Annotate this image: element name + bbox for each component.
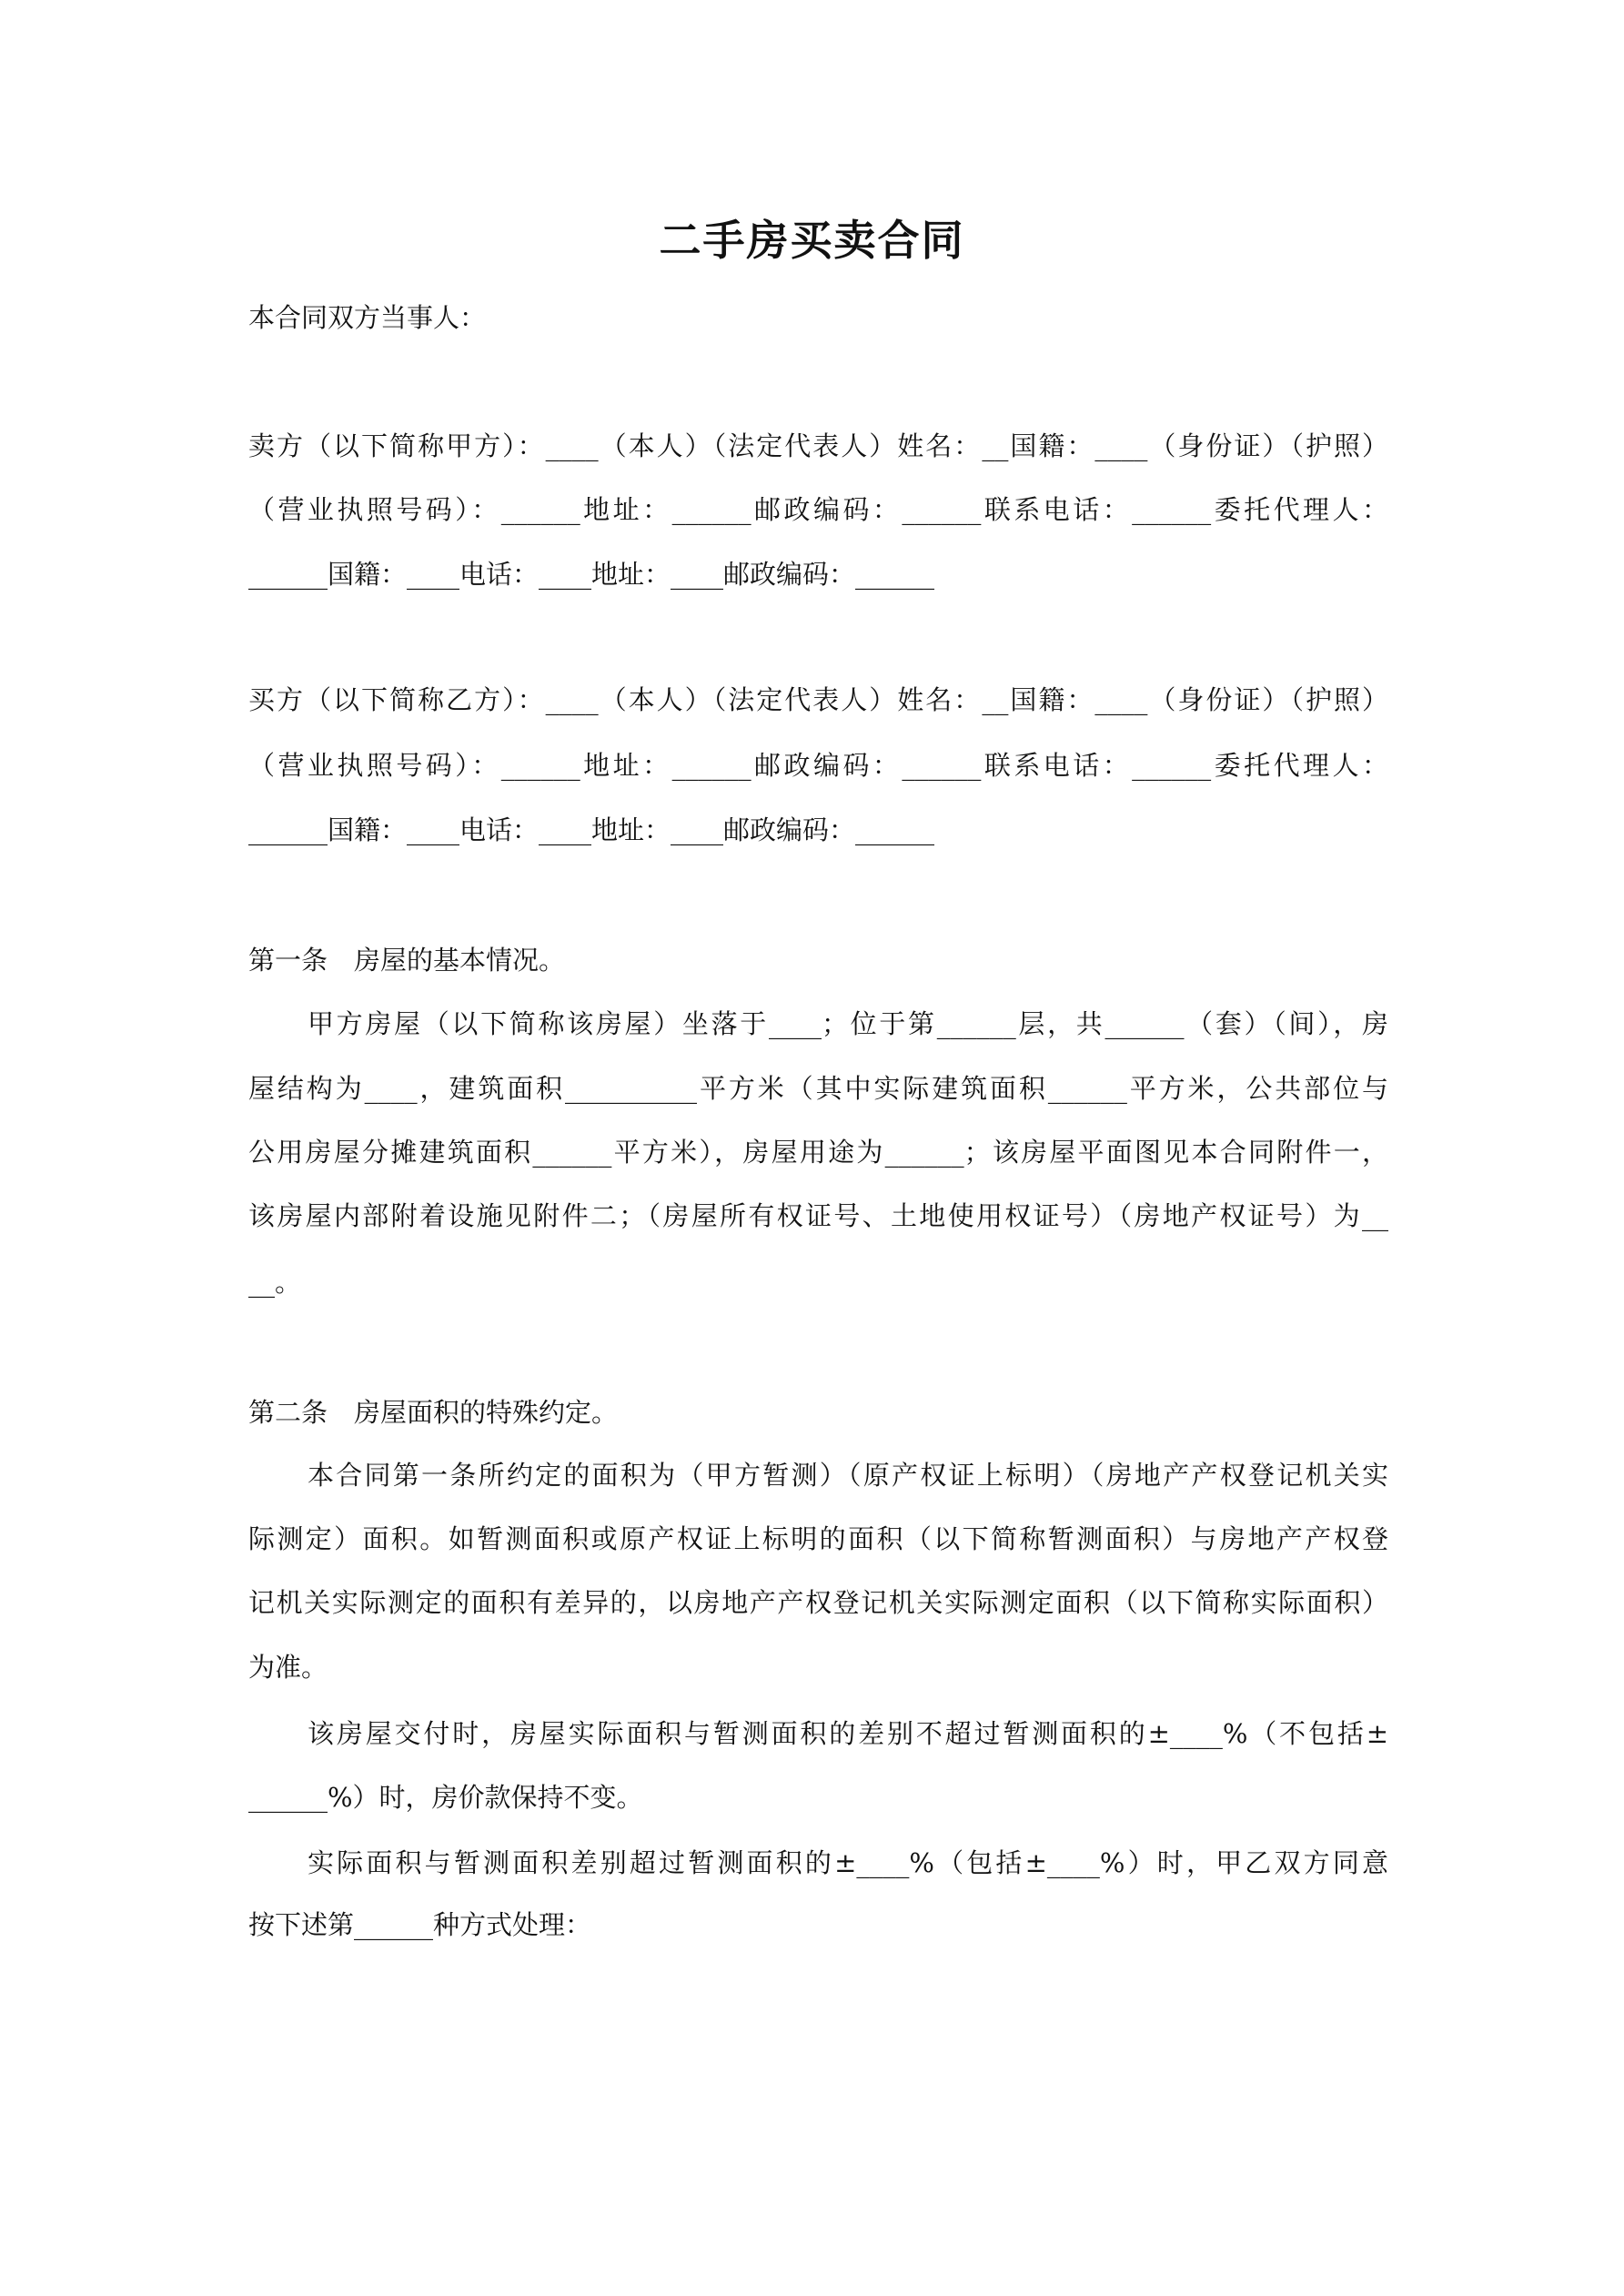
intro-line: 本合同双方当事人： xyxy=(248,302,487,333)
seller-line: ______国籍：____电话：____地址：____邮政编码：______ xyxy=(248,559,935,590)
article-line: 本合同第一条所约定的面积为（甲方暂测）（原产权证上标明）（房地产产权登记机关实 xyxy=(308,1460,1388,1491)
article-line: 记机关实际测定的面积有差异的，以房地产产权登记机关实际测定面积（以下简称实际面积） xyxy=(248,1587,1388,1618)
article-line: 屋结构为____，建筑面积__________平方米（其中实际建筑面积______平方米，公共部位与 xyxy=(248,1073,1388,1104)
article-line: __。 xyxy=(248,1267,302,1298)
article-line: 实际面积与暂测面积差别超过暂测面积的±____%（包括±____%）时，甲乙双方同意 xyxy=(308,1847,1388,1878)
document-title: 二手房买卖合同 xyxy=(659,216,965,265)
article-heading: 第一条 房屋的基本情况。 xyxy=(248,945,566,976)
article-line: 公用房屋分摊建筑面积______平方米），房屋用途为______；该房屋平面图见本合同附件一， xyxy=(248,1137,1388,1168)
buyer-line: 买方（以下简称乙方）：____（本人）（法定代表人）姓名：__国籍：____（身份证）（护照） xyxy=(248,684,1388,715)
seller-line: （营业执照号码）：______地址：______邮政编码：______联系电话：______委托代理人： xyxy=(248,494,1388,525)
article-line: 该房屋交付时，房屋实际面积与暂测面积的差别不超过暂测面积的±____%（不包括± xyxy=(308,1718,1388,1749)
seller-line: 卖方（以下简称甲方）：____（本人）（法定代表人）姓名：__国籍：____（身份证）（护照） xyxy=(248,430,1388,461)
article-line: 该房屋内部附着设施见附件二；（房屋所有权证号、土地使用权证号）（房地产权证号）为__ xyxy=(248,1200,1388,1231)
article-line: 按下述第______种方式处理： xyxy=(248,1909,592,1940)
article-heading: 第二条 房屋面积的特殊约定。 xyxy=(248,1397,619,1428)
buyer-line: ______国籍：____电话：____地址：____邮政编码：______ xyxy=(248,814,935,845)
article-line: 甲方房屋（以下简称该房屋）坐落于____；位于第______层，共______（套）（间），房 xyxy=(308,1008,1388,1039)
article-line: ______%）时，房价款保持不变。 xyxy=(248,1782,643,1813)
article-line: 际测定）面积。如暂测面积或原产权证上标明的面积（以下简称暂测面积）与房地产产权登 xyxy=(248,1523,1388,1554)
buyer-line: （营业执照号码）：______地址：______邮政编码：______联系电话：______委托代理人： xyxy=(248,750,1388,781)
article-line: 为准。 xyxy=(248,1652,328,1683)
